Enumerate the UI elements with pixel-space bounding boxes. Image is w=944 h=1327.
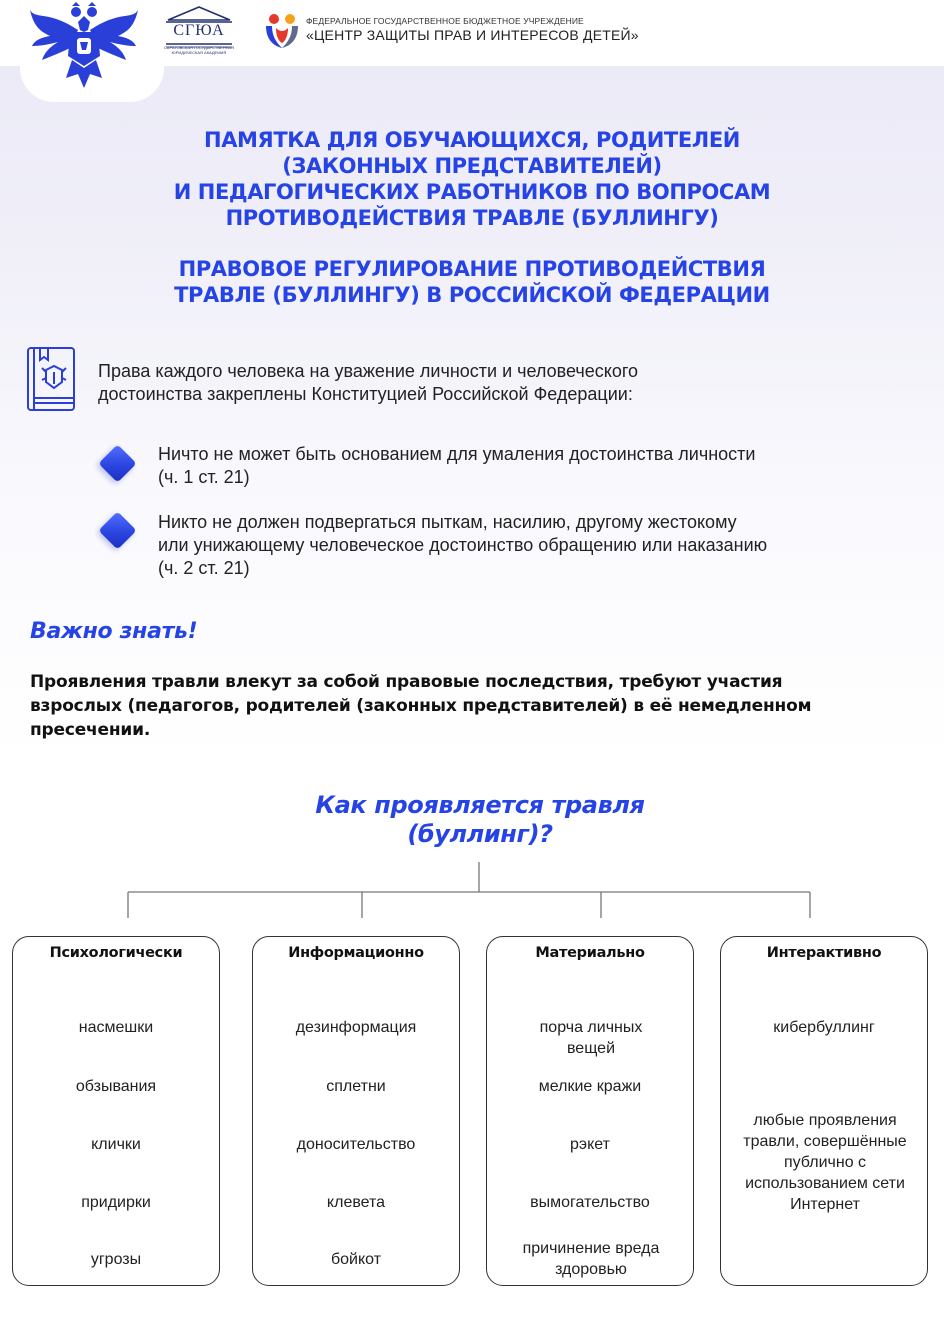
org-type-text: ФЕДЕРАЛЬНОЕ ГОСУДАРСТВЕННОЕ БЮДЖЕТНОЕ УЧРЕЖДЕНИЕ (306, 16, 584, 26)
card-item: кибербуллинг (773, 1019, 875, 1036)
bullet-line: Никто не должен подвергаться пыткам, насилию, другому жестокому (158, 512, 737, 532)
title-line: (ЗАКОННЫХ ПРЕДСТАВИТЕЛЕЙ) (282, 154, 662, 178)
page-subtitle (60, 256, 884, 308)
card-title: Психологически (49, 945, 183, 961)
connector-tree (0, 860, 944, 940)
how-title-line: (буллинг)? (407, 820, 553, 848)
intro-text (98, 360, 838, 406)
card-item: клевета (326, 1194, 386, 1211)
card-item: насмешки (78, 1019, 154, 1036)
important-line: Проявления травли влекут за собой правовые последствия, требуют участия (30, 672, 783, 692)
emblem-icon (28, 2, 140, 92)
important-line: пресечении. (30, 720, 151, 740)
bullet-line: или унижающему человеческое достоинство обращению или наказанию (158, 535, 768, 555)
bullet-line: (ч. 1 ст. 21) (158, 467, 250, 487)
card-title: Материально (535, 945, 645, 961)
card-item: мелкие кражи (538, 1078, 642, 1095)
important-text (30, 670, 890, 742)
bullet-item (158, 511, 898, 580)
category-card-psychological (12, 936, 220, 1286)
bullet-item (158, 443, 898, 489)
category-card-interactive (720, 936, 928, 1286)
title-line: ПРОТИВОДЕЙСТВИЯ ТРАВЛЕ (БУЛЛИНГУ) (225, 206, 719, 230)
title-line: ПАМЯТКА ДЛЯ ОБУЧАЮЩИХСЯ, РОДИТЕЛЕЙ (204, 128, 740, 152)
card-item: придирки (81, 1194, 151, 1211)
subtitle-line: ПРАВОВОЕ РЕГУЛИРОВАНИЕ ПРОТИВОДЕЙСТВИЯ (178, 257, 766, 281)
subtitle-line: ТРАВЛЕ (БУЛЛИНГУ) В РОССИЙСКОЙ ФЕДЕРАЦИИ (174, 283, 770, 307)
card-item: порча личных вещей (539, 1019, 643, 1057)
card-item: рэкет (570, 1136, 610, 1153)
card-item: причинение вреда здоровью (522, 1240, 660, 1278)
card-item: угрозы (90, 1251, 142, 1268)
important-line: взрослых (педагогов, родителей (законных представителей) в её немедленном (30, 696, 812, 716)
important-heading: Важно знать! (30, 619, 198, 644)
card-item: вымогательство (530, 1194, 650, 1211)
card-title: Информационно (288, 945, 424, 961)
intro-line: Права каждого человека на уважение личности и человеческого (98, 361, 639, 381)
page-title (60, 127, 884, 231)
how-title-line: Как проявляется травля (315, 791, 645, 819)
czp-logo-icon (262, 12, 302, 50)
card-item: дезинформация (295, 1019, 417, 1036)
sgua-name: СГЮА (173, 22, 225, 39)
bullet-line: (ч. 2 ст. 21) (158, 558, 250, 578)
bullet-line: Ничто не может быть основанием для умаления достоинства личности (158, 444, 756, 464)
sgua-subtitle: САРАТОВСКАЯ ГОСУДАРСТВЕННАЯ ЮРИДИЧЕСКАЯ АКАДЕМИЯ (163, 45, 235, 55)
card-title: Интерактивно (766, 945, 882, 961)
category-card-material (486, 936, 694, 1286)
title-line: И ПЕДАГОГИЧЕСКИХ РАБОТНИКОВ ПО ВОПРОСАМ (173, 180, 771, 204)
org-name-text: «ЦЕНТР ЗАЩИТЫ ПРАВ И ИНТЕРЕСОВ ДЕТЕЙ» (306, 27, 639, 43)
card-item: доносительство (296, 1136, 416, 1153)
card-item: клички (91, 1136, 141, 1153)
card-item: бойкот (330, 1251, 382, 1268)
card-item: обзывания (75, 1078, 157, 1095)
category-card-informational (252, 936, 460, 1286)
constitution-document-icon (26, 346, 76, 412)
card-item: любые проявления травли, совершённые публично с использованием сети Интернет (743, 1112, 907, 1213)
how-title (200, 791, 760, 849)
intro-line: достоинства закреплены Конституцией Российской Федерации: (98, 384, 633, 404)
card-item: сплетни (326, 1078, 386, 1095)
